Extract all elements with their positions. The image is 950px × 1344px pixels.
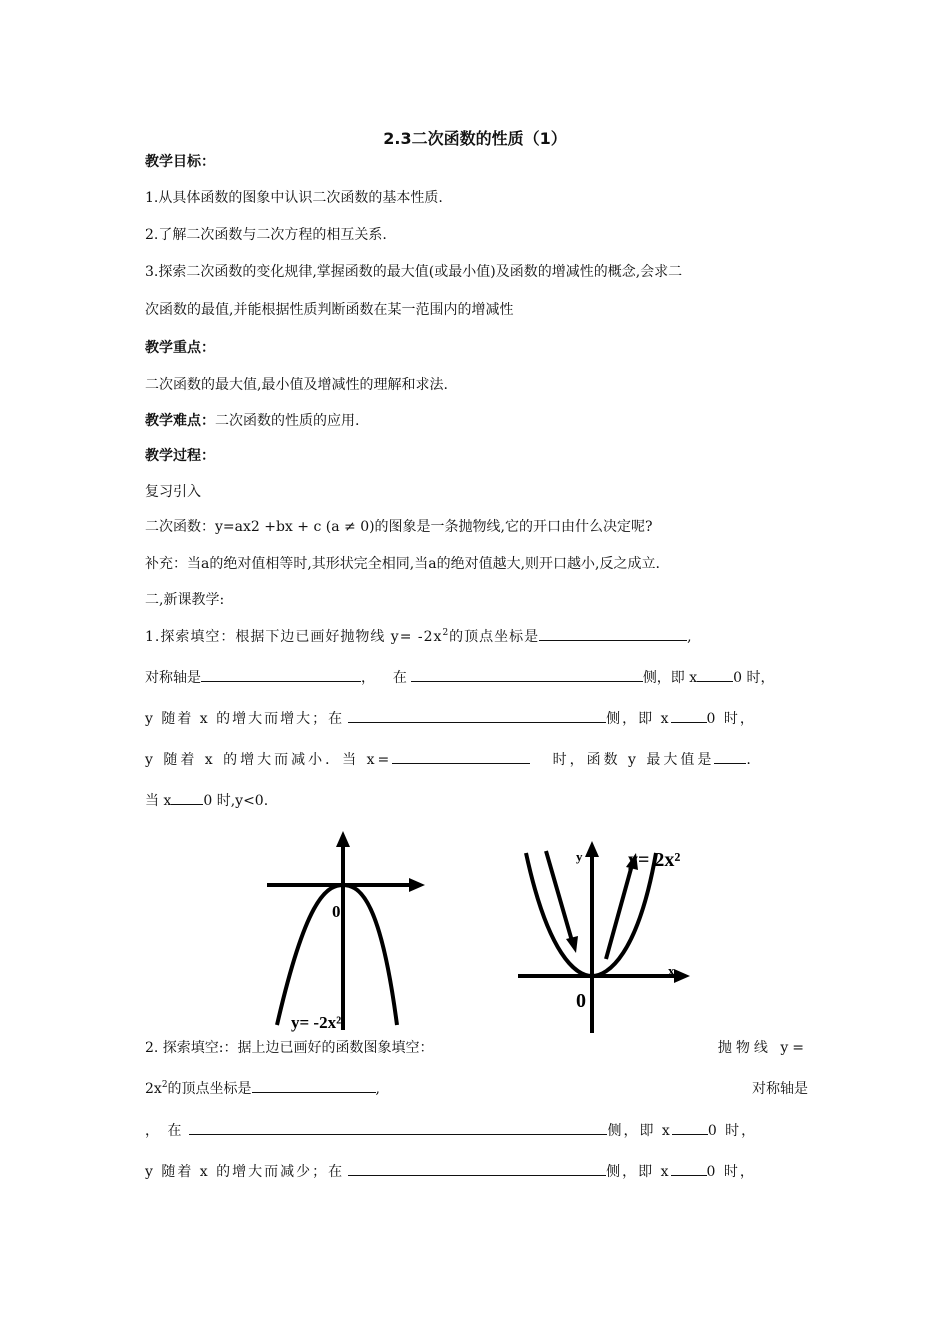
- key-points-text: 二次函数的最大值,最小值及增减性的理解和求法.: [145, 377, 448, 393]
- superscript: 2: [161, 1080, 168, 1090]
- graph-positive-parabola: [510, 835, 710, 1040]
- intro-text: 二次函数：y=ax2 +bx + c (a ≠ 0)的图象是一条抛物线,它的开口由什么决定呢?: [145, 519, 653, 535]
- q2-line-1: [145, 1038, 808, 1058]
- blank-compare[interactable]: [671, 1161, 707, 1176]
- function-label: y= 2x²: [628, 849, 681, 871]
- q1-text: 1.探索填空：根据下边已画好抛物线 y= -2x: [145, 629, 443, 645]
- q2-text: 2x: [145, 1081, 162, 1097]
- blank-side[interactable]: [411, 667, 643, 682]
- q2-line-2: [145, 1078, 808, 1099]
- q1-text: y 随着 x 的增大而增大；在: [145, 711, 345, 727]
- key-points-heading: 教学重点：: [145, 340, 215, 356]
- q1-line-1: 1.探索填空：根据下边已画好抛物线 $y= -2x^2$的顶点坐标是 ,: [145, 628, 693, 645]
- q2-text: 0 时，: [707, 1123, 758, 1139]
- blank-max[interactable]: [714, 749, 746, 764]
- objective-item: 3.探索二次函数的变化规律,掌握函数的最大值(或最小值)及函数的增减性的概念,会求二: [145, 264, 683, 280]
- q1-text: 0 时,y<0.: [203, 793, 269, 809]
- q2-text: 0 时，: [706, 1164, 756, 1180]
- q2-line-4: [145, 1161, 756, 1182]
- objective-item: 次函数的最值,并能根据性质判断函数在某一范围内的增减性: [145, 302, 514, 318]
- q2-text: 2. 探索填空:：据上边已画好的函数图象填空：: [145, 1040, 434, 1056]
- q1-line-2: [145, 667, 775, 688]
- q1-text: 0 时，: [706, 711, 756, 727]
- blank-side[interactable]: [189, 1120, 607, 1135]
- origin-label: 0: [576, 990, 586, 1012]
- objective-item: 2.了解二次函数与二次方程的相互关系.: [145, 227, 387, 243]
- process-heading: 教学过程：: [145, 448, 215, 464]
- difficulty-text: 二次函数的性质的应用.: [215, 413, 360, 429]
- graph-negative-parabola: [255, 825, 435, 1035]
- blank-compare[interactable]: [671, 708, 707, 723]
- q1-line-3: [145, 708, 756, 729]
- superscript: 2: [442, 628, 450, 638]
- q2-line-3: [145, 1120, 757, 1141]
- q2-text: 对称轴是: [752, 1081, 808, 1097]
- blank-vertex[interactable]: [252, 1078, 376, 1093]
- q1-text: ，: [361, 670, 375, 686]
- objective-item: 1.从具体函数的图象中认识二次函数的基本性质.: [145, 190, 443, 206]
- x-axis-arrow: [409, 878, 425, 892]
- blank-side[interactable]: [348, 708, 606, 723]
- q2-text: ， 在: [145, 1123, 184, 1139]
- y-axis-arrow: [585, 841, 599, 857]
- q2-vertex-prompt: $2x^2$的顶点坐标是 ,: [145, 1080, 380, 1097]
- y-axis-label: y: [576, 849, 583, 864]
- review-label: 复习引入: [145, 484, 201, 500]
- blank-compare[interactable]: [697, 667, 733, 682]
- difficulty-line: [145, 411, 359, 431]
- origin-label: 0: [332, 902, 341, 921]
- blank-compare[interactable]: [672, 1120, 708, 1135]
- q1-text: 时，函数 y 最大值是: [552, 752, 715, 768]
- q1-text: 在: [392, 670, 407, 686]
- objectives-heading: 教学目标：: [145, 154, 215, 170]
- q1-text: 侧，即 x: [642, 670, 698, 686]
- blank-side[interactable]: [348, 1161, 606, 1176]
- supplement-text: 补充：当a的绝对值相等时,其形状完全相同,当a的绝对值越大,则开口越小,反之成立.: [145, 556, 660, 572]
- q1-text: 当 x: [145, 793, 172, 809]
- blank-compare[interactable]: [171, 790, 203, 805]
- q2-text: 侧，即 x: [606, 1164, 671, 1180]
- blank-axis[interactable]: [201, 667, 361, 682]
- q2-text: 抛物线 y=: [717, 1040, 808, 1056]
- new-lesson-label: 二,新课教学:: [145, 592, 225, 608]
- q2-text: 的顶点坐标是: [167, 1081, 252, 1097]
- q1-text: y 随着 x 的增大而减小．当 x=: [145, 752, 393, 768]
- q1-line-4: y 随着 x 的增大而减小．当 x= 时，函数 y 最大值是 .: [145, 749, 754, 770]
- function-label: y= -2x²: [291, 1013, 342, 1032]
- q1-text: 侧，即 x: [606, 711, 671, 727]
- x-axis-arrow: [674, 969, 690, 983]
- x-axis-label: x: [668, 963, 675, 978]
- blank-vertex[interactable]: [539, 626, 687, 641]
- difficulty-heading: 教学难点：: [145, 413, 215, 429]
- blank-x-value[interactable]: [392, 749, 530, 764]
- q1-text: 的顶点坐标是: [449, 629, 540, 645]
- page-title: 2.3二次函数的性质（1）: [383, 129, 567, 148]
- decreasing-arrowhead: [566, 936, 578, 953]
- q2-text: y 随着 x 的增大而减少；在: [145, 1164, 345, 1180]
- y-axis-arrow: [336, 831, 350, 847]
- q1-text: 0 时，: [733, 670, 775, 686]
- q1-text: 对称轴是: [145, 670, 201, 686]
- q2-text: 侧，即 x: [607, 1123, 672, 1139]
- q1-line-5: [145, 790, 268, 811]
